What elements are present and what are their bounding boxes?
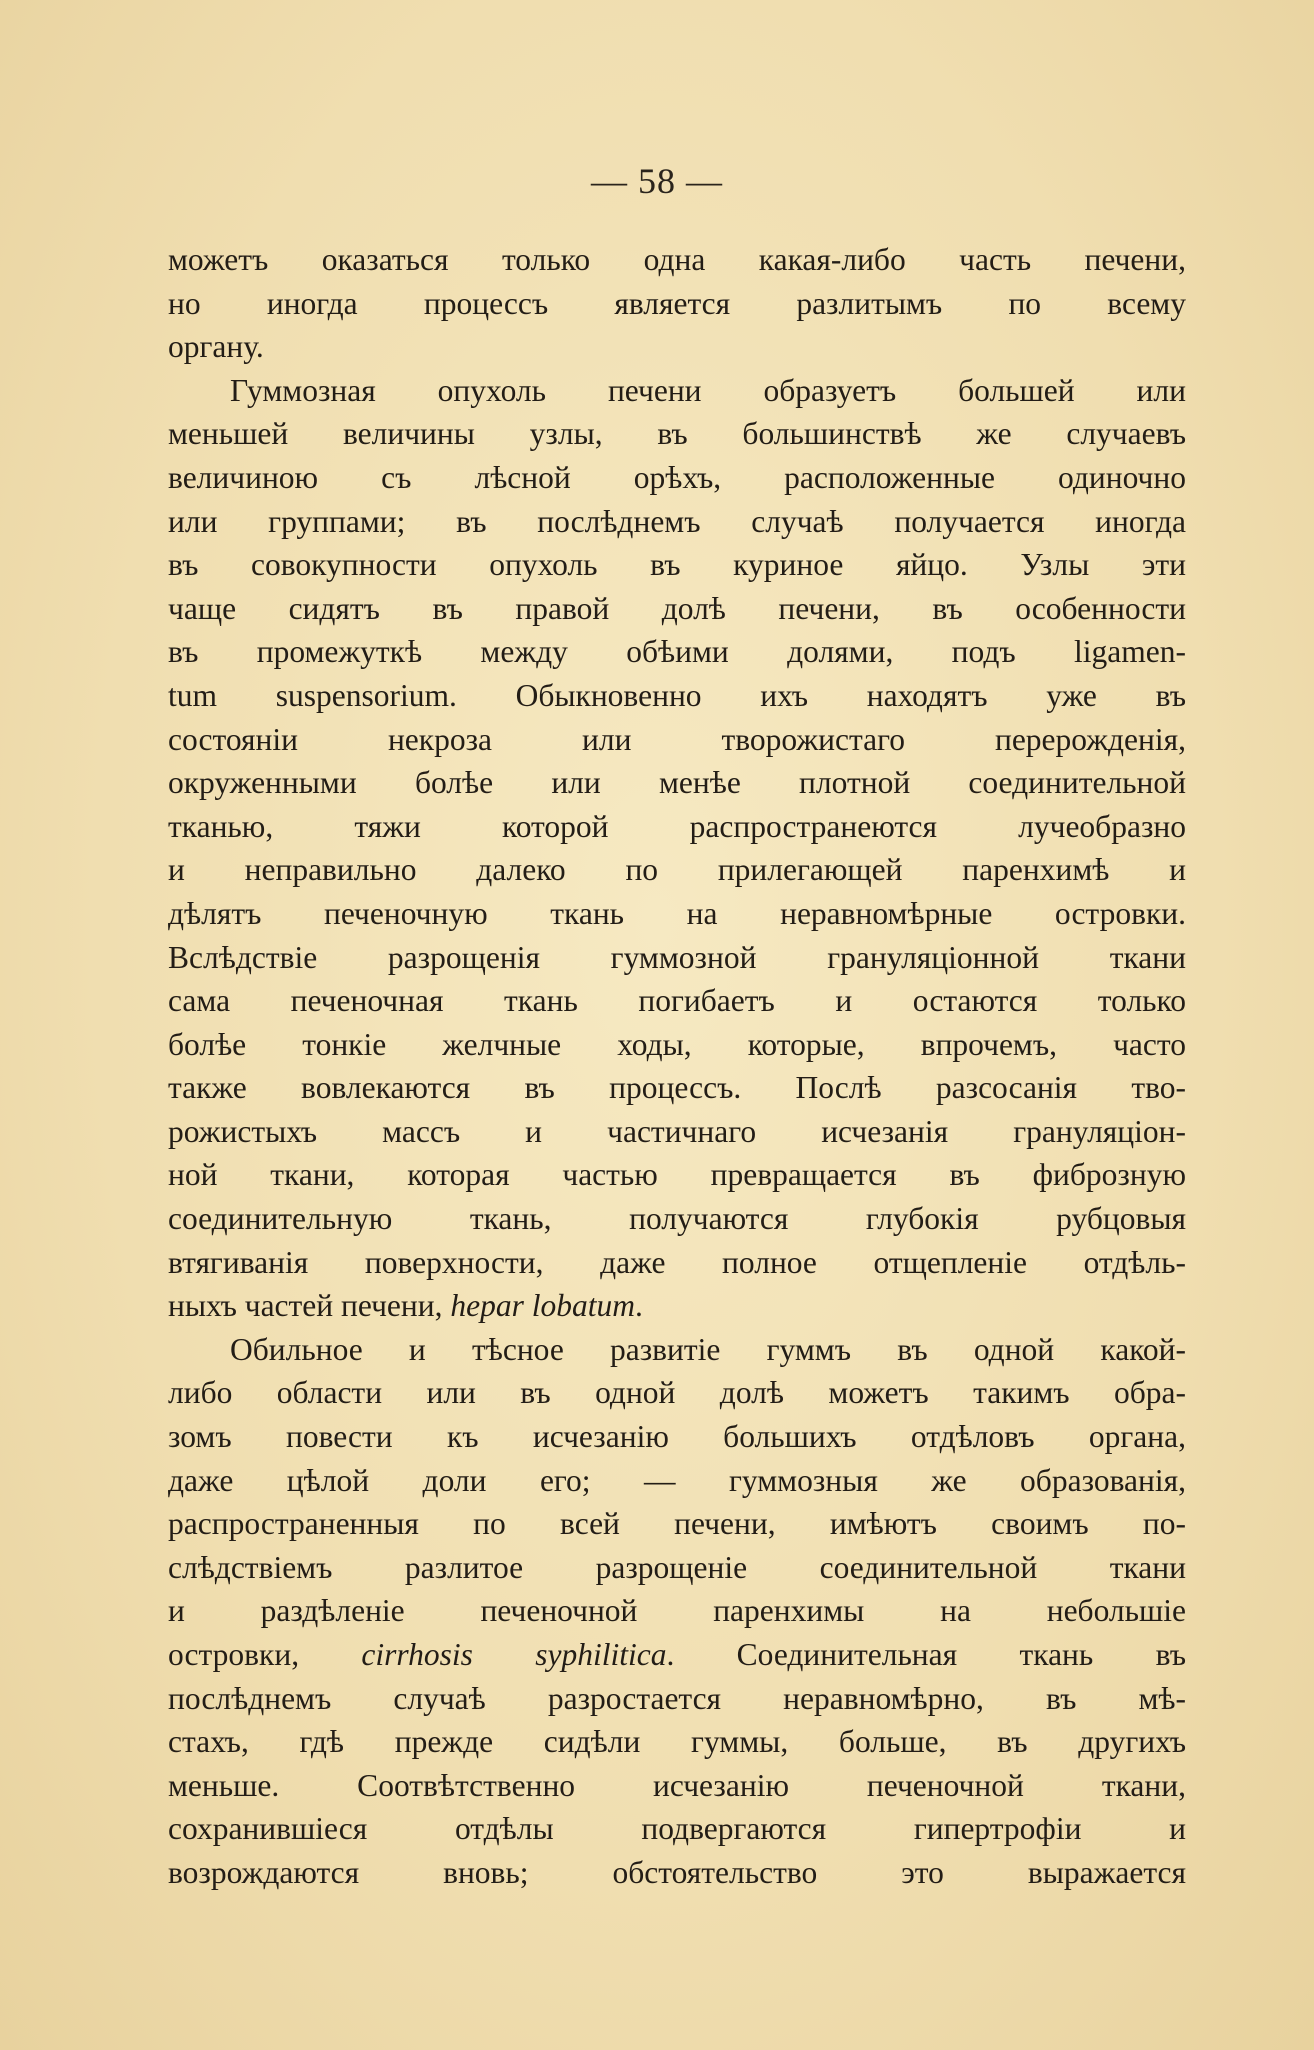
text-line: чаще сидятъ въ правой долѣ печени, въ особенности — [168, 590, 1186, 626]
text-line: Обильное и тѣсное развитiе гуммъ въ одной какой- — [230, 1331, 1186, 1367]
page-number: — 58 — — [591, 161, 723, 201]
text-line — [168, 1284, 1186, 1328]
text-line: Вслѣдствiе разрощенiя гуммозной грануляцiонной ткани — [168, 939, 1186, 975]
text-line: въ промежуткѣ между обѣими долями, подъ ligamen- — [168, 634, 1186, 670]
text-line: въ совокупности опухоль въ куриное яйцо. Узлы эти — [168, 547, 1186, 583]
text-line: слѣдствiемъ разлитое разрощенiе соединительной ткани — [168, 1549, 1186, 1585]
text-line: даже цѣлой доли его; — гуммозныя же образованiя, — [168, 1462, 1186, 1498]
text-line: зомъ повести къ исчезанiю большихъ отдѣловъ органа, — [168, 1419, 1186, 1455]
text-line: меньше. Соотвѣтственно исчезанiю печеночной ткани, — [168, 1767, 1186, 1803]
paragraph-2 — [168, 369, 1186, 1328]
body-text — [168, 238, 1186, 1895]
text-line: тканью, тяжи которой распространеются лучеобразно — [168, 808, 1186, 844]
text-line: болѣе тонкiе желчные ходы, которые, впрочемъ, часто — [168, 1026, 1186, 1062]
text-line: сохранившiеся отдѣлы подвергаются гипертрофiи и — [168, 1811, 1186, 1847]
text-line: дѣлятъ печеночную ткань на неравномѣрные островки. — [168, 895, 1186, 931]
text-line: либо области или въ одной долѣ можетъ такимъ обра- — [168, 1375, 1186, 1411]
text-line — [168, 1633, 1186, 1677]
text-line: втягиванiя поверхности, даже полное отщепленiе отдѣль- — [168, 1244, 1186, 1280]
latin-term: hepar lobatum — [450, 1288, 635, 1324]
text-line: распространенныя по всей печени, имѣютъ своимъ по- — [168, 1506, 1186, 1542]
text-line: также вовлекаются въ процессъ. Послѣ разсосанiя тво- — [168, 1070, 1186, 1106]
text-run: . Соединительная ткань въ — [666, 1637, 1186, 1672]
text-line: ной ткани, которая частью превращается въ фиброзную — [168, 1157, 1186, 1193]
text-run: островки, — [168, 1637, 362, 1672]
text-line: окруженными болѣе или менѣе плотной соединительной — [168, 765, 1186, 801]
text-line: соединительную ткань, получаются глубокiя рубцовыя — [168, 1201, 1186, 1237]
text-line: рожистыхъ массъ и частичнаго исчезанiя грануляцiон- — [168, 1113, 1186, 1149]
text-line: величиною съ лѣсной орѣхъ, расположенные одиночно — [168, 459, 1186, 495]
latin-term: cirrhosis syphilitica — [361, 1637, 667, 1672]
text-line: меньшей величины узлы, въ большинствѣ же случаевъ — [168, 416, 1186, 452]
text-line: состоянiи некроза или творожистаго перерожденiя, — [168, 721, 1186, 757]
text-line: можетъ оказаться только одна какая-либо часть печени, — [168, 242, 1186, 277]
text-line: и раздѣленiе печеночной паренхимы на небольшiе — [168, 1593, 1186, 1629]
text-line: Гуммозная опухоль печени образуетъ большей или — [230, 372, 1186, 408]
paragraph-3 — [168, 1328, 1186, 1895]
text-run: . — [635, 1288, 643, 1324]
text-run: ныхъ частей печени, — [168, 1288, 451, 1324]
text-line: сама печеночная ткань погибаетъ и остаются только — [168, 983, 1186, 1019]
text-line: стахъ, гдѣ прежде сидѣли гуммы, больше, въ другихъ — [168, 1724, 1186, 1760]
paragraph-1 — [168, 238, 1186, 369]
text-line: tum suspensorium. Обыкновенно ихъ находятъ уже въ — [168, 677, 1186, 713]
text-line: но иногда процессъ является разлитымъ по всему — [168, 285, 1186, 321]
text-line: и неправильно далеко по прилегающей паренхимѣ и — [168, 852, 1186, 888]
text-line: послѣднемъ случаѣ разростается неравномѣрно, въ мѣ- — [168, 1680, 1186, 1716]
text-line: органу. — [168, 329, 264, 365]
text-line: или группами; въ послѣднемъ случаѣ получается иногда — [168, 503, 1186, 539]
text-line: возрождаются вновь; обстоятельство это выражается — [168, 1854, 1186, 1890]
